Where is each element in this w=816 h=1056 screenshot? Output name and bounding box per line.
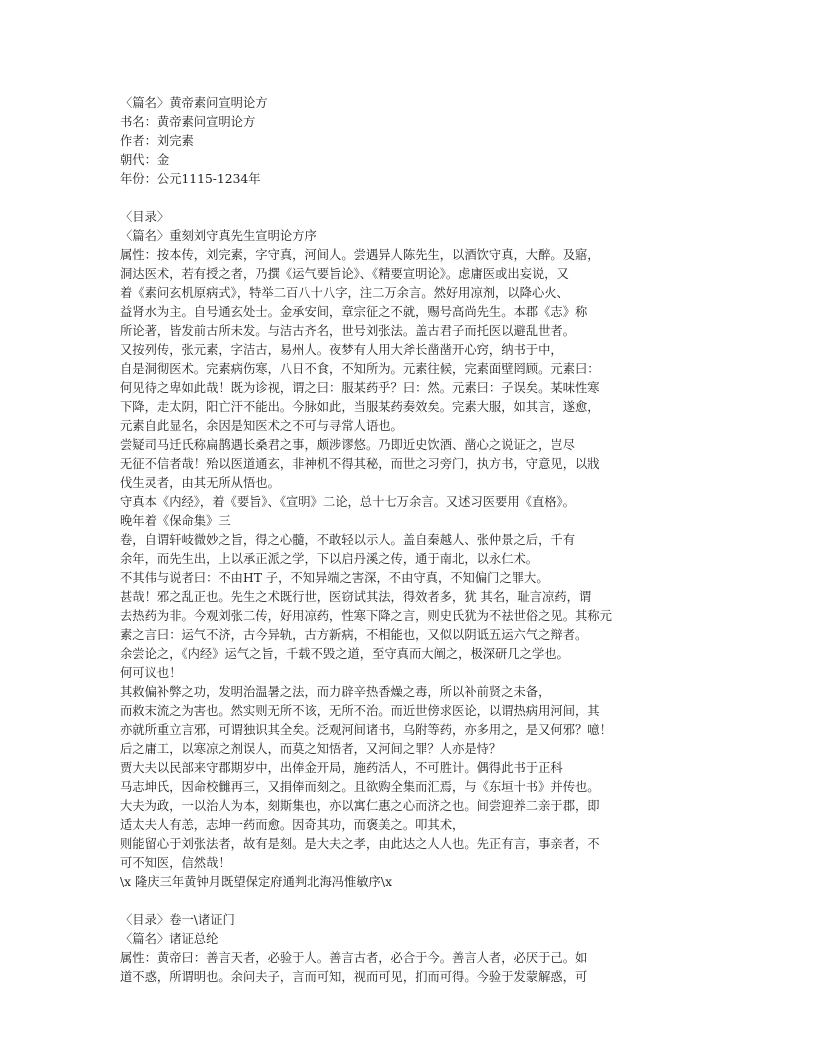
text-line: 道不惑，所谓明也。余问夫子，言而可知，视而可见，扪而可得。今验于发蒙解惑，可 [120,970,588,984]
text-line: 无征不信者哉！殆以医道通玄，非神机不得其秘，而世之习旁门，执方书，守意见，以戕 [120,457,600,471]
volume-toc-line: 〈目录〉卷一\诸证门 [120,913,235,927]
text-line: 下降，走太阴，阳亡汗不能出。今脉如此，当服某药奏效矣。完素大服，如其言，遂愈， [120,400,600,414]
header-section [120,94,660,189]
text-line: 而救末流之为害也。然实则无所不该，无所不治。而近世傍求医论，以谓热病用河间，其 [120,704,600,718]
year-line: 年份：公元1115-1234年 [120,172,261,186]
text-line: 可不知医，信然哉！ [120,856,231,870]
chapter-title-line: 〈篇名〉诸证总纶 [120,932,219,946]
text-line: 其救偏补弊之功，发明治温暑之法，而力辟辛热香燥之毒，所以补前贤之未备， [120,685,551,699]
text-line: 则能留心于刘张法者，故有是刻。是大夫之孝，由此达之人人也。先正有言，事亲者，不 [120,837,600,851]
text-line: 自是洞彻医术。完素病伤寒，八日不食，不知所为。元素往候，完素面壁罔顾。元素曰： [120,362,600,376]
text-line: 属性：黄帝曰：善言天者，必验于人。善言古者，必合于今。善言人者，必厌于己。如 [120,951,588,965]
text-line: 着《素问玄机原病式》，特举二百八十八字，注二万余言。然好用凉剂，以降心火、 [120,286,569,300]
text-line: 后之庸工，以寒凉之剂误人，而莫之知悟者，又河间之罪？人亦是恃？ [120,742,502,756]
chapter-section [120,911,660,987]
text-line: 尝疑司马迁氏称扁鹊遇长桑君之事，颇涉谬悠。乃即近史饮酒、凿心之说证之，岂尽 [120,438,575,452]
text-line: 甚哉！邪之乱正也。先生之术既行世，医窃试其法，得效者多，犹 其名，耻言凉药，谓 [120,590,592,604]
text-line: 益肾水为主。自号通玄处士。金承安间，章宗征之不就，赐号高尚先生。本郡《志》称 [120,305,588,319]
toc-marker-line: 〈目录〉 [120,210,170,224]
dynasty-line: 朝代：金 [120,153,170,167]
text-line: 亦就所重立言邪，可谓独识其全矣。泛观河间诸书，乌附等药，亦多用之，是又何邪？噫！ [120,723,612,737]
text-line: 去热药为非。今观刘张二传，好用凉药，性寒下降之言，则史氏犹为不祛世俗之见。其称元 [120,609,612,623]
section-gap [120,892,660,911]
text-line: 素之言曰：运气不济，古今异轨，古方新病，不相能也，又似以阴诋五运六气之辩者。 [120,628,588,642]
text-line: 洞达医术，若有授之者，乃撰《运气要旨论》、《精要宣明论》。虑庸医或出妄说，又 [120,267,569,281]
chapter-title-line: 〈篇名〉黄帝素问宣明论方 [120,96,268,110]
text-line: 伐生灵者，由其无所从悟也。 [120,476,280,490]
text-line: 不其伟与说者曰：不由HT 子，不知异端之害深，不由守真，不知偏门之罪大。 [120,571,549,585]
text-line: 适太夫人有恙，志坤一药而愈。因奇其功，而褒美之。叩其术， [120,818,465,832]
text-line: 守真本《内经》，着《要旨》、《宣明》二论，总十七万余言。又述习医要用《直格》。 [120,495,575,509]
preface-title-line: 〈篇名〉重刻刘守真先生宣明论方序 [120,229,317,243]
text-line: 又按列传，张元素，字洁古，易州人。夜梦有人用大斧长凿凿开心窍，纳书于中， [120,343,563,357]
text-line: 何见待之卑如此哉！既为诊视，谓之曰：服某药乎？曰：然。元素曰：子误矣。某味性寒 [120,381,600,395]
text-line: 余尝论之，《内经》运气之旨，千载不毁之道，至守真而大阐之，极深研几之学也。 [120,647,569,661]
text-line: 晚年着《保命集》三 [120,514,231,528]
text-line: 属性：按本传，刘完素，字守真，河间人。尝遇异人陈先生，以酒饮守真，大醉。及寤， [120,248,600,262]
text-line: 贾大夫以民部来守郡期岁中，出俸金开局，施药活人，不可胜计。偶得此书于正科 [120,761,563,775]
text-line: 马志坤氏，因命校雠再三，又捐俸而刻之。且欲购全集而汇焉，与《东垣十书》并传也。 [120,780,600,794]
section-gap [120,189,660,208]
text-line: 余年，而先生出，上以承正派之学，下以启丹溪之传，通于南北，以永仁术。 [120,552,539,566]
text-line: 何可议也！ [120,666,182,680]
book-name-line: 书名：黄帝素问宣明论方 [120,115,256,129]
author-line: 作者：刘完素 [120,134,194,148]
text-line: 所论著，皆发前古所未发。与洁古齐名，世号刘张法。盖古君子而托医以避乱世者。 [120,324,575,338]
text-line: 卷，自谓轩岐微妙之旨，得之心髓，不敢轻以示人。盖自秦越人、张仲景之后，千有 [120,533,575,547]
text-line: 元素自此显名，余因是知医术之不可与寻常人语也。 [120,419,403,433]
preface-signature-line: \x 隆庆三年黄钟月既望保定府通判北海冯惟敏序\x [120,875,393,889]
text-line: 大夫为政，一以治人为本，刻斯集也，亦以寓仁惠之心而济之也。间尝迎养二亲于郡，即 [120,799,600,813]
preface-section [120,208,660,892]
document-page [120,94,660,987]
